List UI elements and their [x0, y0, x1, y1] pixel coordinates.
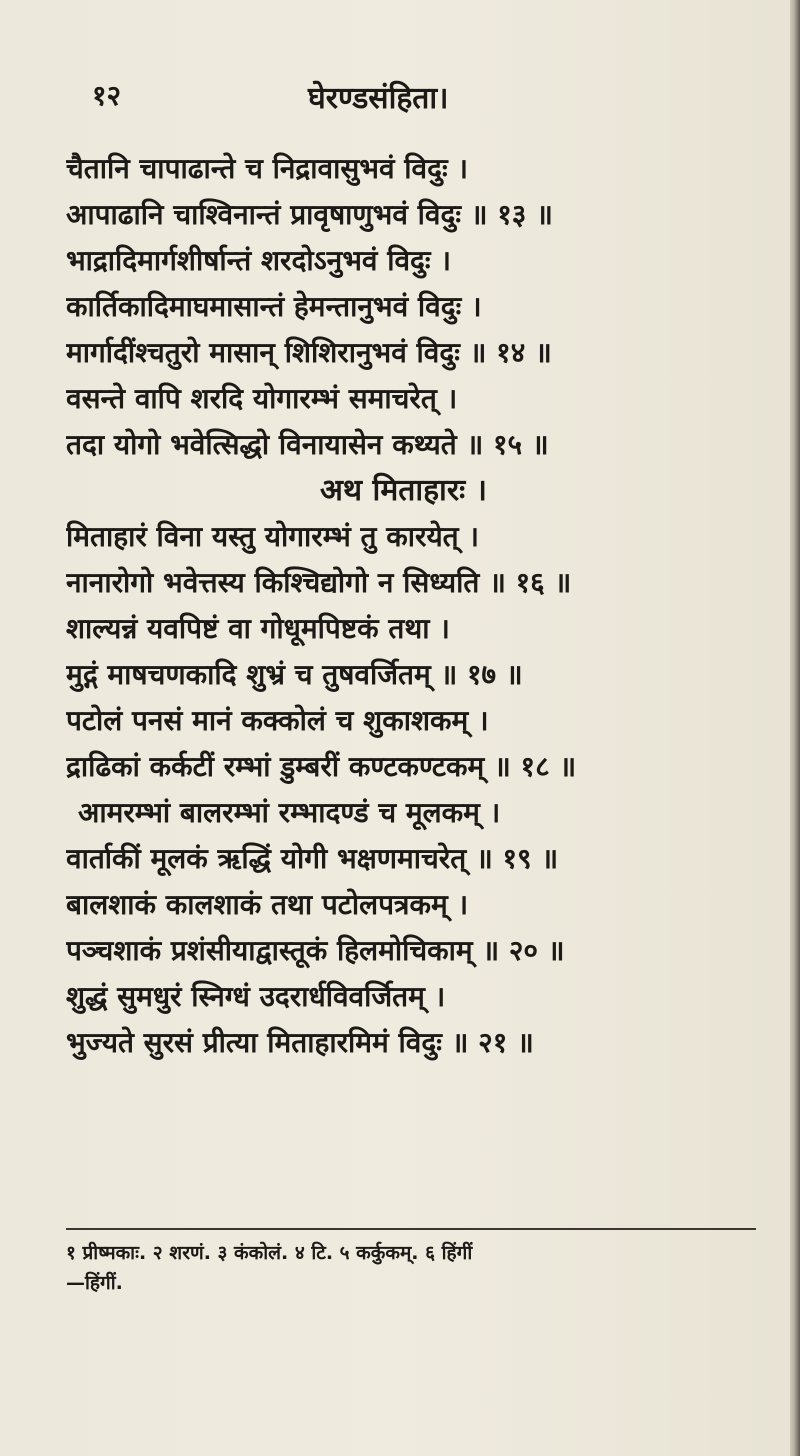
verse-line: भुज्यते सुरसं प्रीत्या मिताहारमिमं विदुः ॥ २१ ॥: [66, 1026, 534, 1059]
verse-line: चैतानि चापाढान्ते च निद्रावासुभवं विदुः ।: [66, 152, 468, 185]
verse-line: शुद्धं सुमधुरं स्निग्धं उदरार्धविवर्जितम् ।: [66, 980, 446, 1013]
verse-line: मार्गादींश्चतुरो मासान् शिशिरानुभवं विदुः ॥ १४ ॥: [66, 336, 552, 369]
verse-line: वार्ताकीं मूलकं ऋद्धिं योगी भक्षणमाचरेत् ॥ १९ ॥: [66, 842, 559, 875]
page-edge-shadow: [790, 0, 800, 1456]
verse-line: बालशाकं कालशाकं तथा पटोलपत्रकम् ।: [66, 888, 469, 921]
footnote-line: १ प्रीष्मकाः. २ शरणं. ३ कंकोलं. ४ टि. ५ कर्कुकम्. ६ हिंगीं: [66, 1242, 473, 1264]
verse-line: पञ्चशाकं प्रशंसीयाद्वास्तूकं हिलमोचिकाम् ॥ २० ॥: [66, 934, 565, 967]
page-header: [0, 76, 790, 116]
verse-line: भाद्रादिमार्गशीर्षान्तं शरदोऽनुभवं विदुः ।: [66, 244, 451, 277]
running-title: घेरण्डसंहिता।: [308, 81, 449, 116]
footnote-line: —हिंगीं.: [66, 1272, 123, 1294]
verse-line: वसन्ते वापि शरदि योगारम्भं समाचरेत् ।: [66, 382, 458, 415]
verse-line: कार्तिकादिमाघमासान्तं हेमन्तानुभवं विदुः ।: [66, 290, 482, 323]
verse-text: [66, 146, 781, 1066]
verse-line: शाल्यन्नं यवपिष्टं वा गोधूमपिष्टकं तथा ।: [66, 612, 450, 645]
verse-line: आमरम्भां बालरम्भां रम्भादण्डं च मूलकम् ।: [78, 796, 501, 829]
verse-line: मिताहारं विना यस्तु योगारम्भं तु कारयेत् ।: [66, 520, 479, 553]
verse-line: आपाढानि चाश्विनान्तं प्रावृषाणुभवं विदुः ॥ १३ ॥: [66, 198, 553, 231]
verse-line: द्राढिकां कर्कटीं रम्भां डुम्बरीं कण्टकण्टकम् ॥ १८ ॥: [66, 750, 577, 783]
verse-line: पटोलं पनसं मानं कक्कोलं च शुकाशकम् ।: [66, 704, 489, 737]
footnotes: [66, 1238, 781, 1298]
page-number: १२: [92, 79, 122, 112]
section-heading: अथ मिताहारः ।: [320, 473, 487, 508]
verse-line: मुद्गं माषचणकादि शुभ्रं च तुषवर्जितम् ॥ १७ ॥: [66, 658, 523, 691]
verse-line: तदा योगो भवेत्सिद्धो विनायासेन कथ्यते ॥ १५ ॥: [66, 428, 549, 461]
verse-line: नानारोगो भवेत्तस्य किश्चिद्योगो न सिध्यति ॥ १६ ॥: [66, 566, 572, 599]
footnote-divider: [66, 1228, 756, 1230]
